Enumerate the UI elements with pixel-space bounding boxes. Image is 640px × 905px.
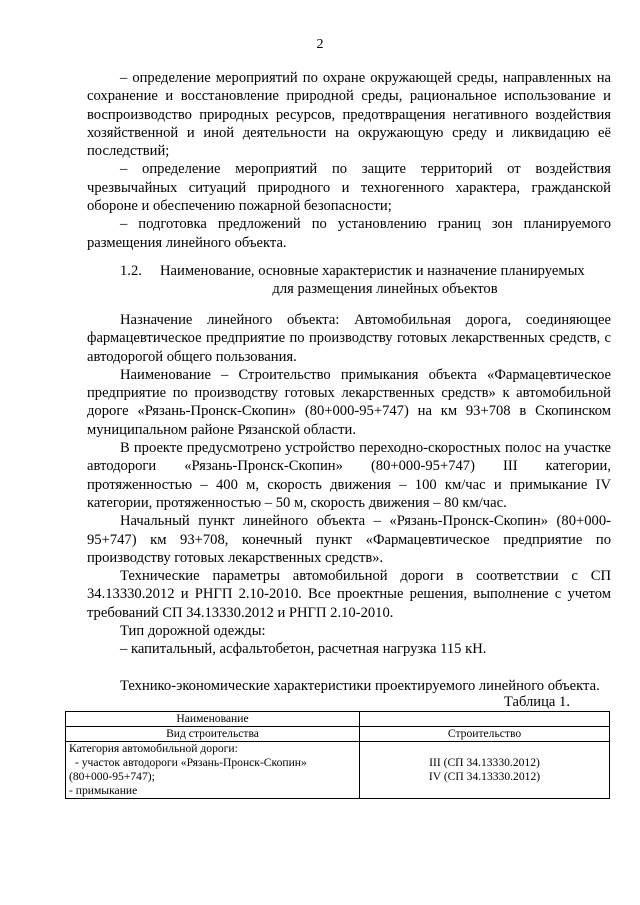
category-line: (80+000-95+747); — [69, 770, 155, 783]
section-title-line1: Наименование, основные характеристик и назначение планируемых — [160, 263, 585, 279]
header-type-cell: Вид строительства — [66, 727, 360, 742]
section-number: 1.2. — [120, 263, 142, 279]
category-cell — [66, 742, 360, 799]
intro-block — [87, 69, 611, 252]
category-values-cell — [360, 742, 610, 799]
section-title-line2: для размещения линейных объектов — [272, 281, 498, 297]
page-number: 2 — [316, 37, 324, 52]
paragraph-pavement: – капитальный, асфальтобетон, расчетная нагрузка 115 кН. — [120, 641, 487, 658]
table-row — [66, 727, 610, 742]
header-construction-cell: Строительство — [360, 727, 610, 742]
category-value: IV (СП 34.13330.2012) — [428, 770, 541, 783]
category-line: Категория автомобильной дороги: — [69, 742, 238, 755]
intro-paragraph: – определение мероприятий по охране окружающей среды, направленных на сохранение и восстановление природной среды, рациональное использование и воспроизводство природных ресурсов, предотвращения негативного воздействия хозяйственной и иной деятельности на окружающую среду и ликвидацию её последствий; — [87, 70, 611, 160]
paragraph-pavement-type: Тип дорожной одежды: — [120, 623, 266, 640]
category-value: III (СП 34.13330.2012) — [429, 756, 540, 769]
characteristics-table — [65, 711, 610, 799]
section-heading — [120, 262, 610, 298]
table-row — [66, 712, 610, 727]
paragraph-tech: Технико-экономические характеристики проектируемого линейного объекта. — [120, 677, 600, 694]
category-line: - примыкание — [69, 784, 138, 797]
category-line: - участок автодороги «Рязань-Пронск-Скопин» — [75, 756, 307, 769]
intro-paragraph: – определение мероприятий по защите территорий от воздействия чрезвычайных ситуаций природного и техногенного характера, гражданской обороне и обеспечению пожарной безопасности; — [87, 161, 611, 215]
paragraph-parameters: Технические параметры автомобильной дороги в соответствии с СП 34.13330.2012 и РНГП 2.10-2010. Все проектные решения, выполнение с учетом требований СП 34.13330.2012 и РНГП 2.10-2010. — [87, 568, 611, 621]
table-row — [66, 742, 610, 799]
table-caption: Таблица 1. — [503, 694, 570, 710]
header-name-cell: Наименование — [66, 712, 360, 727]
paragraph-name: Наименование – Строительство примыкания объекта «Фармацевтическое предприятие по производству готовых лекарственных средств» к автомобильной дороге «Рязань-Пронск-Скопин» (80+000-95+747) на км 93+708 в Скопинском муниципальном районе Рязанской области. — [87, 366, 611, 438]
main-block — [87, 311, 611, 695]
paragraph-points: Начальный пункт линейного объекта – «Рязань-Пронск-Скопин» (80+000-95+747) км 93+708, конечный пункт «Фармацевтическое предприятие по производству готовых лекарственных средств». — [87, 513, 611, 566]
paragraph-purpose: Назначение линейного объекта: Автомобильная дорога, соединяющее фармацевтическое предприятие по производству готовых лекарственных средств, с автодорогой общего пользования. — [87, 312, 611, 365]
header-empty-cell — [360, 712, 610, 727]
paragraph-design: В проекте предусмотрено устройство переходно-скоростных полос на участке автодороги «Рязань-Пронск-Скопин» (80+000-95+747) III категории, протяженностью – 400 м, скорость движения – 100 км/час и примыкание IV категории, протяженностью – 50 м, скорость движения – 80 км/час. — [87, 440, 611, 511]
intro-paragraph: – подготовка предложений по установлению границ зон планируемого размещения линейного объекта. — [87, 216, 611, 251]
